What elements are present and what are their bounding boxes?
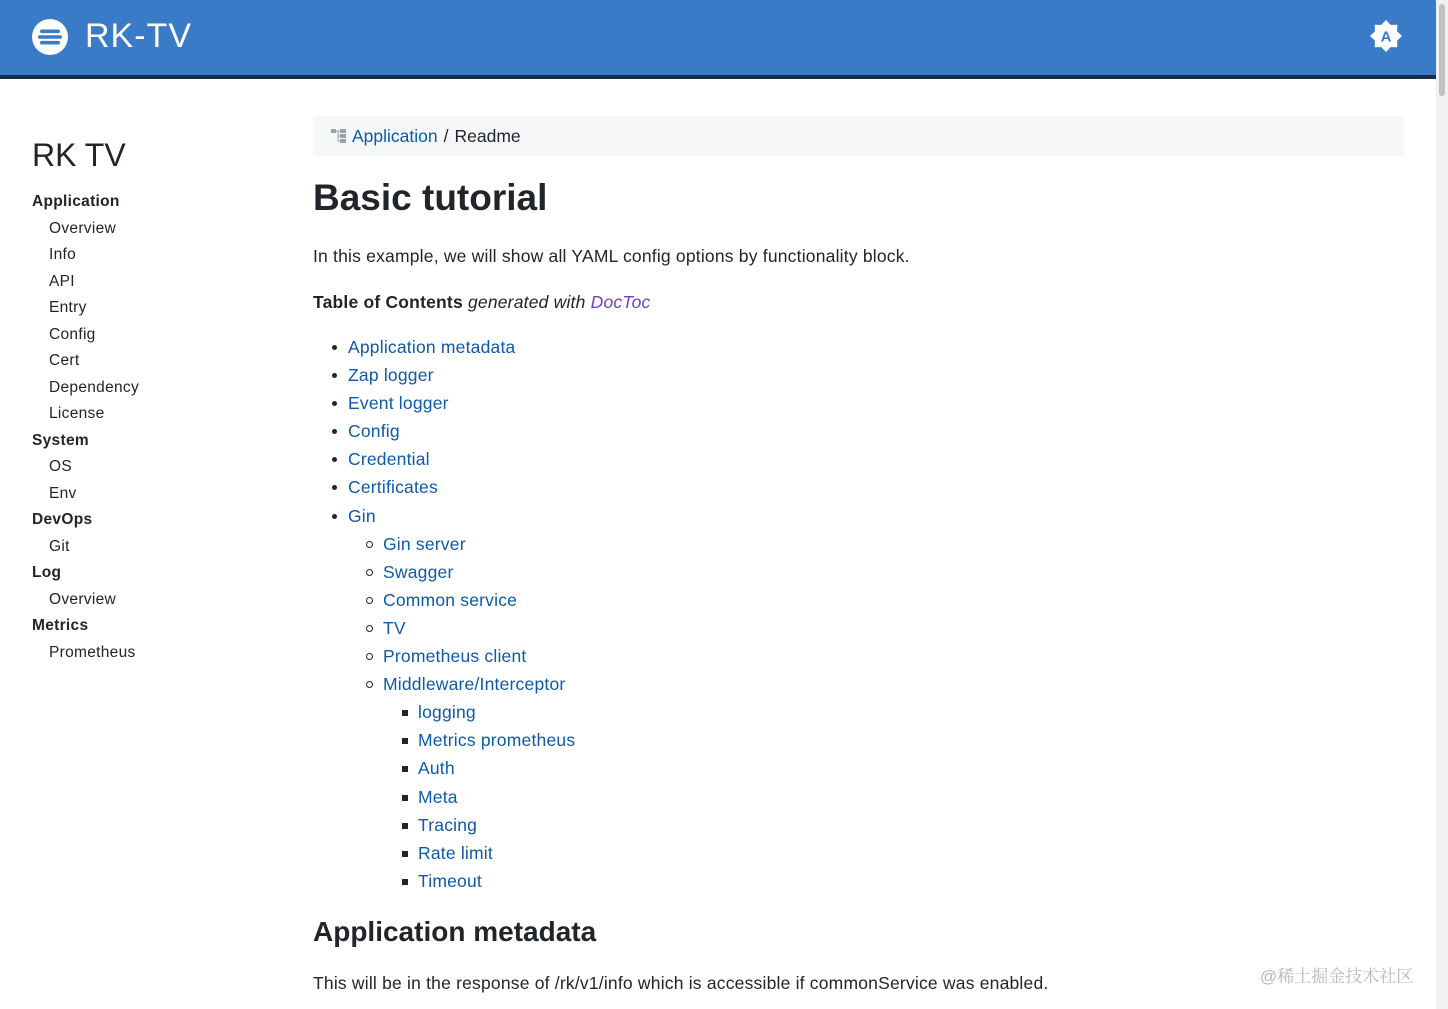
square-bullet	[402, 738, 408, 744]
toc-item	[313, 391, 1113, 419]
breadcrumb-separator: /	[443, 125, 449, 146]
site-title: RK TV	[32, 137, 126, 173]
toc-item	[313, 335, 1113, 363]
page-title: Basic tutorial	[313, 177, 548, 218]
toc-link-zap-logger[interactable]: Zap logger	[348, 365, 434, 386]
section-heading-application-metadata: Application metadata	[313, 916, 597, 947]
breadcrumb-current: Readme	[454, 125, 521, 146]
table-of-contents	[313, 335, 1113, 897]
toc-item	[313, 700, 1113, 728]
toc-link-event-logger[interactable]: Event logger	[348, 393, 449, 414]
sidebar-section-metrics[interactable]: Metrics	[32, 617, 89, 634]
toc-item	[313, 560, 1113, 588]
toc-item	[313, 447, 1113, 475]
toc-link-metrics-prometheus[interactable]: Metrics prometheus	[418, 730, 576, 751]
sidebar-section-devops[interactable]: DevOps	[32, 511, 93, 528]
toc-link-tracing[interactable]: Tracing	[418, 814, 478, 835]
toc-item	[313, 419, 1113, 447]
toc-link-credential[interactable]: Credential	[348, 449, 430, 470]
theme-toggle-label: A	[1380, 28, 1392, 46]
toc-item	[313, 363, 1113, 391]
sidebar-item-info[interactable]: Info	[49, 246, 77, 263]
watermark: @稀土掘金技术社区	[1260, 967, 1414, 986]
disc-bullet	[332, 345, 337, 350]
toc-item	[313, 841, 1113, 869]
toc-link-meta[interactable]: Meta	[418, 786, 458, 807]
sidebar-item-git[interactable]: Git	[49, 537, 70, 555]
toc-item	[313, 588, 1113, 616]
toc-label: Table of Contents	[313, 292, 463, 312]
sidebar-item-cert[interactable]: Cert	[49, 352, 80, 369]
toc-link-config[interactable]: Config	[348, 421, 400, 442]
breadcrumb	[313, 116, 1404, 156]
toc-link-auth[interactable]: Auth	[418, 758, 455, 779]
sidebar-section-application[interactable]: Application	[32, 193, 120, 210]
disc-bullet	[332, 457, 337, 462]
toc-link-gin[interactable]: Gin	[348, 505, 376, 526]
circle-bullet	[366, 569, 373, 576]
intro-text: In this example, we will show all YAML config options by functionality block.	[313, 246, 910, 266]
sidebar	[0, 79, 290, 1009]
square-bullet	[402, 766, 408, 772]
toc-link-logging[interactable]: logging	[418, 702, 476, 723]
sidebar-item-os[interactable]: OS	[49, 458, 72, 475]
toc-item	[313, 616, 1113, 644]
toc-item	[313, 756, 1113, 784]
circle-bullet	[366, 597, 373, 604]
toc-generated-text: generated with	[467, 292, 586, 312]
toc-link-prometheus-client[interactable]: Prometheus client	[383, 646, 527, 667]
toc-link-timeout[interactable]: Timeout	[418, 870, 482, 891]
toc-link-application-metadata[interactable]: Application metadata	[348, 337, 516, 357]
disc-bullet	[332, 429, 337, 434]
sidebar-item-api[interactable]: API	[49, 272, 75, 290]
disc-bullet	[332, 485, 337, 490]
sitemap-icon	[331, 129, 347, 143]
circle-bullet	[366, 625, 373, 632]
circle-bullet	[366, 541, 373, 548]
page-scrollbar[interactable]	[1436, 0, 1448, 1009]
toc-link-middleware-interceptor[interactable]: Middleware/Interceptor	[383, 674, 566, 695]
toc-item	[313, 728, 1113, 756]
theme-toggle-icon[interactable]	[1368, 18, 1404, 54]
toc-item	[313, 813, 1113, 841]
sidebar-item-license[interactable]: License	[49, 405, 105, 422]
toc-link-certificates[interactable]: Certificates	[348, 477, 438, 498]
toc-item	[313, 869, 1113, 897]
toc-link-tv[interactable]: TV	[383, 617, 406, 638]
circle-bullet	[366, 681, 373, 688]
menu-logo-icon[interactable]	[32, 19, 68, 55]
toc-link-gin-server[interactable]: Gin server	[383, 533, 466, 554]
square-bullet	[402, 710, 408, 716]
toc-link-rate-limit[interactable]: Rate limit	[418, 842, 493, 863]
toc-link-swagger[interactable]: Swagger	[383, 561, 454, 582]
sidebar-item-env[interactable]: Env	[49, 484, 77, 502]
disc-bullet	[332, 373, 337, 378]
sidebar-section-system[interactable]: System	[32, 431, 89, 449]
sidebar-item-prometheus[interactable]: Prometheus	[49, 643, 136, 661]
sidebar-item-dependency[interactable]: Dependency	[49, 378, 140, 396]
sidebar-item-config[interactable]: Config	[49, 325, 96, 343]
sidebar-item-log-overview[interactable]: Overview	[49, 590, 116, 608]
sidebar-nav	[32, 189, 282, 666]
toc-item	[313, 475, 1113, 503]
disc-bullet	[332, 514, 337, 519]
scrollbar-thumb[interactable]	[1439, 4, 1445, 96]
section-paragraph: This will be in the response of /rk/v1/info which is accessible if commonService was enabled.	[313, 973, 1049, 993]
sidebar-item-overview[interactable]: Overview	[49, 219, 116, 237]
toc-item	[313, 785, 1113, 813]
sidebar-section-log[interactable]: Log	[32, 564, 62, 581]
sidebar-item-entry[interactable]: Entry	[49, 299, 87, 316]
square-bullet	[402, 879, 408, 885]
square-bullet	[402, 823, 408, 829]
doctoc-link[interactable]: DocToc	[590, 292, 651, 312]
square-bullet	[402, 851, 408, 857]
toc-item	[313, 504, 1113, 532]
square-bullet	[402, 795, 408, 801]
toc-item	[313, 532, 1113, 560]
brand-title[interactable]: RK-TV	[85, 17, 192, 55]
toc-item	[313, 644, 1113, 672]
toc-link-common-service[interactable]: Common service	[383, 589, 518, 610]
top-navbar	[0, 0, 1436, 75]
breadcrumb-link-application[interactable]: Application	[352, 125, 438, 146]
circle-bullet	[366, 653, 373, 660]
toc-item	[313, 672, 1113, 700]
toc-heading	[313, 290, 651, 314]
disc-bullet	[332, 401, 337, 406]
